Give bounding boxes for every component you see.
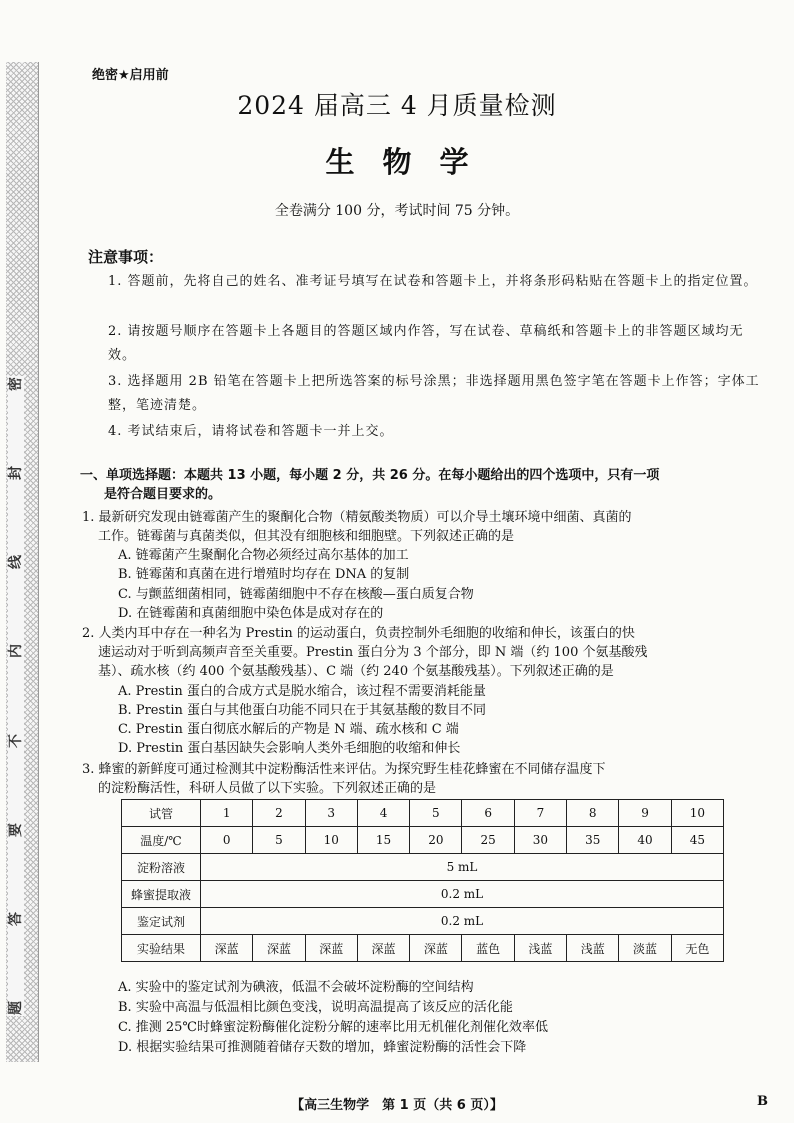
table-header-cell: 实验结果	[122, 935, 201, 962]
table-cell: 30	[514, 827, 566, 854]
table-cell: 45	[671, 827, 723, 854]
table-cell: 深蓝	[201, 935, 253, 962]
question-line: 3. 蜂蜜的新鲜度可通过检测其中淀粉酶活性来评估。为探究野生桂花蜂蜜在不同储存温度下	[82, 762, 606, 777]
table-cell: 深蓝	[253, 935, 305, 962]
note-item: 4. 考试结束后，请将试卷和答题卡一并上交。	[108, 424, 394, 439]
subject-title: 生物学	[325, 145, 497, 179]
question-2-stem	[82, 624, 772, 681]
score-note: 全卷满分 100 分，考试时间 75 分钟。	[274, 203, 520, 219]
section-heading-line: 是符合题目要求的。	[104, 487, 222, 502]
q1-option-c: C. 与颤蓝细菌相同，链霉菌细胞中不存在核酸—蛋白质复合物	[118, 587, 474, 602]
q1-option-a: A. 链霉菌产生聚酮化合物必须经过高尔基体的加工	[118, 548, 409, 563]
table-cell: 25	[462, 827, 514, 854]
table-header-cell: 温度/℃	[122, 827, 201, 854]
table-cell: 40	[619, 827, 671, 854]
table-cell: 0.2 mL	[201, 881, 724, 908]
section-heading-line: 一、单项选择题：本题共 13 小题，每小题 2 分，共 26 分。在每小题给出的四个选项中，只有一项	[80, 468, 660, 483]
q2-option-b: B. Prestin 蛋白与其他蛋白功能不同只在于其氨基酸的数目不同	[118, 703, 487, 718]
table-cell: 9	[619, 800, 671, 827]
seal-char: 内	[8, 644, 24, 659]
q1-option-d: D. 在链霉菌和真菌细胞中染色体是成对存在的	[118, 606, 384, 621]
table-cell: 4	[357, 800, 409, 827]
seal-char: 不	[8, 733, 24, 748]
table-cell: 5	[410, 800, 462, 827]
table-row	[122, 800, 724, 827]
question-line: 速运动对于听到高频声音至关重要。Prestin 蛋白分为 3 个部分，即 N 端（约 100 个氨基酸残	[98, 645, 648, 660]
table-cell: 无色	[671, 935, 723, 962]
table-cell: 5 mL	[201, 854, 724, 881]
table-row	[122, 881, 724, 908]
q3-option-b: B. 实验中高温与低温相比颜色变浅，说明高温提高了该反应的活化能	[118, 1000, 513, 1015]
table-cell: 10	[671, 800, 723, 827]
table-cell: 蓝色	[462, 935, 514, 962]
table-cell: 8	[567, 800, 619, 827]
question-line: 基）、疏水核（约 400 个氨基酸残基）、C 端（约 240 个氨基酸残基）。下列叙述正确的是	[98, 664, 614, 679]
table-cell: 深蓝	[357, 935, 409, 962]
paper-version: B	[757, 1094, 768, 1109]
section-heading	[80, 466, 770, 504]
table-cell: 深蓝	[305, 935, 357, 962]
question-line: 的淀粉酶活性，科研人员做了以下实验。下列叙述正确的是	[98, 781, 437, 796]
q2-option-d: D. Prestin 蛋白基因缺失会影响人类外毛细胞的收缩和伸长	[118, 741, 461, 756]
table-cell: 15	[357, 827, 409, 854]
page-footer: 【高三生物学 第 1 页（共 6 页）】	[291, 1098, 503, 1113]
table-cell: 7	[514, 800, 566, 827]
q3-option-a: A. 实验中的鉴定试剂为碘液，低温不会破坏淀粉酶的空间结构	[118, 980, 474, 995]
seal-char: 题	[8, 1000, 24, 1015]
exam-title: 2024 届高三 4 月质量检测	[237, 91, 557, 120]
table-cell: 5	[253, 827, 305, 854]
table-cell: 3	[305, 800, 357, 827]
seal-char: 封	[8, 466, 24, 481]
seal-char: 答	[8, 911, 24, 926]
table-cell: 0.2 mL	[201, 908, 724, 935]
seal-char: 密	[8, 377, 24, 391]
q2-option-a: A. Prestin 蛋白的合成方式是脱水缩合，该过程不需要消耗能量	[118, 684, 486, 699]
table-header-cell: 淀粉溶液	[122, 854, 201, 881]
table-cell: 1	[201, 800, 253, 827]
experiment-table	[121, 799, 724, 962]
seal-char: 要	[8, 822, 24, 837]
q2-option-c: C. Prestin 蛋白彻底水解后的产物是 N 端、疏水核和 C 端	[118, 722, 459, 737]
seal-line-text	[8, 376, 24, 1016]
table-header-cell: 蜂蜜提取液	[122, 881, 201, 908]
question-3-stem	[82, 760, 772, 798]
question-line: 2. 人类内耳中存在一种名为 Prestin 的运动蛋白，负责控制外毛细胞的收缩和伸长，该蛋白的快	[82, 626, 635, 641]
note-item: 2. 请按题号顺序在答题卡上各题目的答题区域内作答，写在试卷、草稿纸和答题卡上的非答题区域均无效。	[108, 324, 744, 363]
table-cell: 深蓝	[410, 935, 462, 962]
question-line: 工作。链霉菌与真菌类似，但其没有细胞核和细胞壁。下列叙述正确的是	[98, 529, 515, 544]
table-cell: 6	[462, 800, 514, 827]
note-item: 1. 答题前，先将自己的姓名、准考证号填写在试卷和答题卡上，并将条形码粘贴在答题卡上的指定位置。	[108, 274, 758, 289]
q1-option-b: B. 链霉菌和真菌在进行增殖时均存在 DNA 的复制	[118, 567, 410, 582]
table-row	[122, 935, 724, 962]
note-item: 3. 选择题用 2B 铅笔在答题卡上把所选答案的标号涂黑；非选择题用黑色签字笔在答题卡上作答；字体工整，笔迹清楚。	[108, 374, 760, 413]
table-row	[122, 827, 724, 854]
table-cell: 浅蓝	[567, 935, 619, 962]
table-header-cell: 试管	[122, 800, 201, 827]
secret-label: 绝密★启用前	[92, 68, 169, 83]
table-cell: 浅蓝	[514, 935, 566, 962]
question-line: 1. 最新研究发现由链霉菌产生的聚酮化合物（精氨酸类物质）可以介导土壤环境中细菌、真菌的	[82, 510, 632, 525]
table-cell: 淡蓝	[619, 935, 671, 962]
table-header-cell: 鉴定试剂	[122, 908, 201, 935]
table-cell: 20	[410, 827, 462, 854]
table-cell: 35	[567, 827, 619, 854]
table-cell: 10	[305, 827, 357, 854]
q3-option-c: C. 推测 25℃时蜂蜜淀粉酶催化淀粉分解的速率比用无机催化剂催化效率低	[118, 1020, 548, 1035]
notes-title: 注意事项：	[88, 248, 164, 266]
table-cell: 2	[253, 800, 305, 827]
q3-option-d: D. 根据实验结果可推测随着储存天数的增加，蜂蜜淀粉酶的活性会下降	[118, 1040, 527, 1055]
question-1-stem	[82, 508, 772, 546]
table-row	[122, 908, 724, 935]
table-cell: 0	[201, 827, 253, 854]
seal-char: 线	[8, 555, 24, 570]
table-row	[122, 854, 724, 881]
